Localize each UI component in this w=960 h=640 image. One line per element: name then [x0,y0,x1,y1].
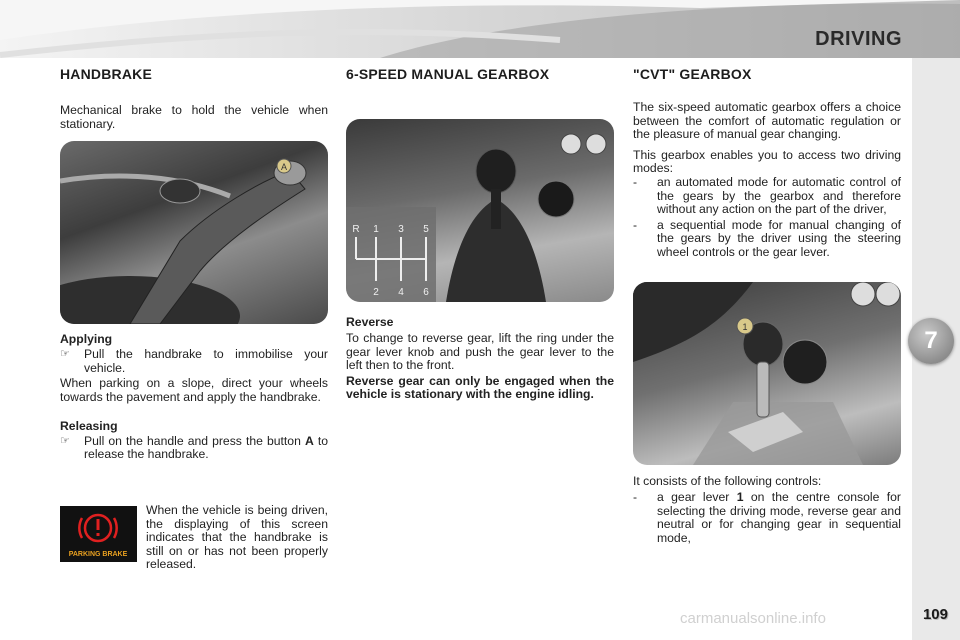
gear-lever-illustration [346,119,614,302]
handbrake-column [60,60,328,462]
handbrake-lever-illustration [60,141,328,324]
manual-gearbox-photo [346,119,614,302]
cvt-intro: The six-speed automatic gearbox offers a choice between the comfort of automatic regulation or the pleasure of manual gear changing. [633,100,901,142]
handbrake-heading: HANDBRAKE [60,66,153,82]
applying-item [60,348,328,375]
releasing-title: Releasing [60,418,118,433]
gear-3-label: 3 [398,224,404,235]
watermark: carmanualsonline.info [680,610,826,627]
cvt-column [633,60,901,546]
pointer-icon: ☞ [60,434,70,447]
applying-title: Applying [60,332,113,347]
manual-gearbox-heading: 6-SPEED MANUAL GEARBOX [346,66,550,82]
page-number: 109 [922,606,948,623]
reverse-warning: Reverse gear can only be engaged when the vehicle is stationary with the engine idling. [346,373,614,402]
cvt-heading: "CVT" GEARBOX [633,66,752,82]
pointer-icon: ☞ [60,348,70,361]
button-a-label: A [280,162,288,173]
dash-marker: - [633,174,638,189]
page-header [0,0,960,58]
releasing-text-post: to release the handbrake. [84,433,328,462]
gear-r-label: R [352,224,360,235]
gear-4-label: 4 [398,287,404,298]
gear-1-label: 1 [373,224,379,235]
handbrake-photo [60,141,328,324]
reverse-text: To change to reverse gear, lift the ring under the gear lever knob and push the gear lever to the left then to the front. [346,331,614,373]
releasing-item [60,435,328,462]
dash-marker: - [633,217,638,232]
chapter-number: 7 [924,327,938,354]
cvt-mode-text: a sequential mode for manual changing of the gears by the driver using the steering wheel controls or the gear lever. [657,217,901,259]
cvt-lever-illustration [633,282,901,465]
cvt-control-item [633,491,901,545]
cvt-photo [633,282,901,465]
gear-6-label: 6 [423,287,429,298]
gear-2-label: 2 [373,287,379,298]
cvt-control-text-pre: a gear lever [657,490,737,505]
section-title: DRIVING [815,28,902,50]
parking-brake-warning-icon [60,506,137,562]
dash-marker: - [633,490,638,505]
slope-text: When parking on a slope, direct your wheels towards the pavement and apply the handbrake. [60,376,328,404]
cvt-modes-intro: This gearbox enables you to access two driving modes: [633,147,901,176]
chapter-tab[interactable] [908,318,954,364]
cvt-controls-intro: It consists of the following controls: [633,473,822,488]
applying-text: Pull the handbrake to immobilise your vehicle. [84,347,328,375]
manual-gearbox-column [346,60,614,402]
cvt-mode-item [633,219,901,260]
parking-brake-label: PARKING BRAKE [68,551,128,558]
cvt-control-text-post: on the centre console for selecting the driving mode, reverse gear and neutral or for changing gear in sequential mode, [657,490,901,545]
lever-1-ref: 1 [736,490,744,505]
lever-1-label: 1 [742,321,748,332]
cvt-mode-text: an automated mode for automatic control of the gears by the gearbox and therefore without any action on the part of the driver, [657,174,901,217]
handbrake-intro: Mechanical brake to hold the vehicle when stationary. [60,103,328,131]
warning-text: When the vehicle is being driven, the displaying of this screen indicates that the handbrake is still on or has not been properly released. [146,503,328,572]
button-a-ref: A [304,433,314,448]
reverse-title: Reverse [346,315,394,329]
cvt-mode-item [633,176,901,217]
gear-5-label: 5 [423,224,429,235]
releasing-text-pre: Pull on the handle and press the button [84,433,305,448]
